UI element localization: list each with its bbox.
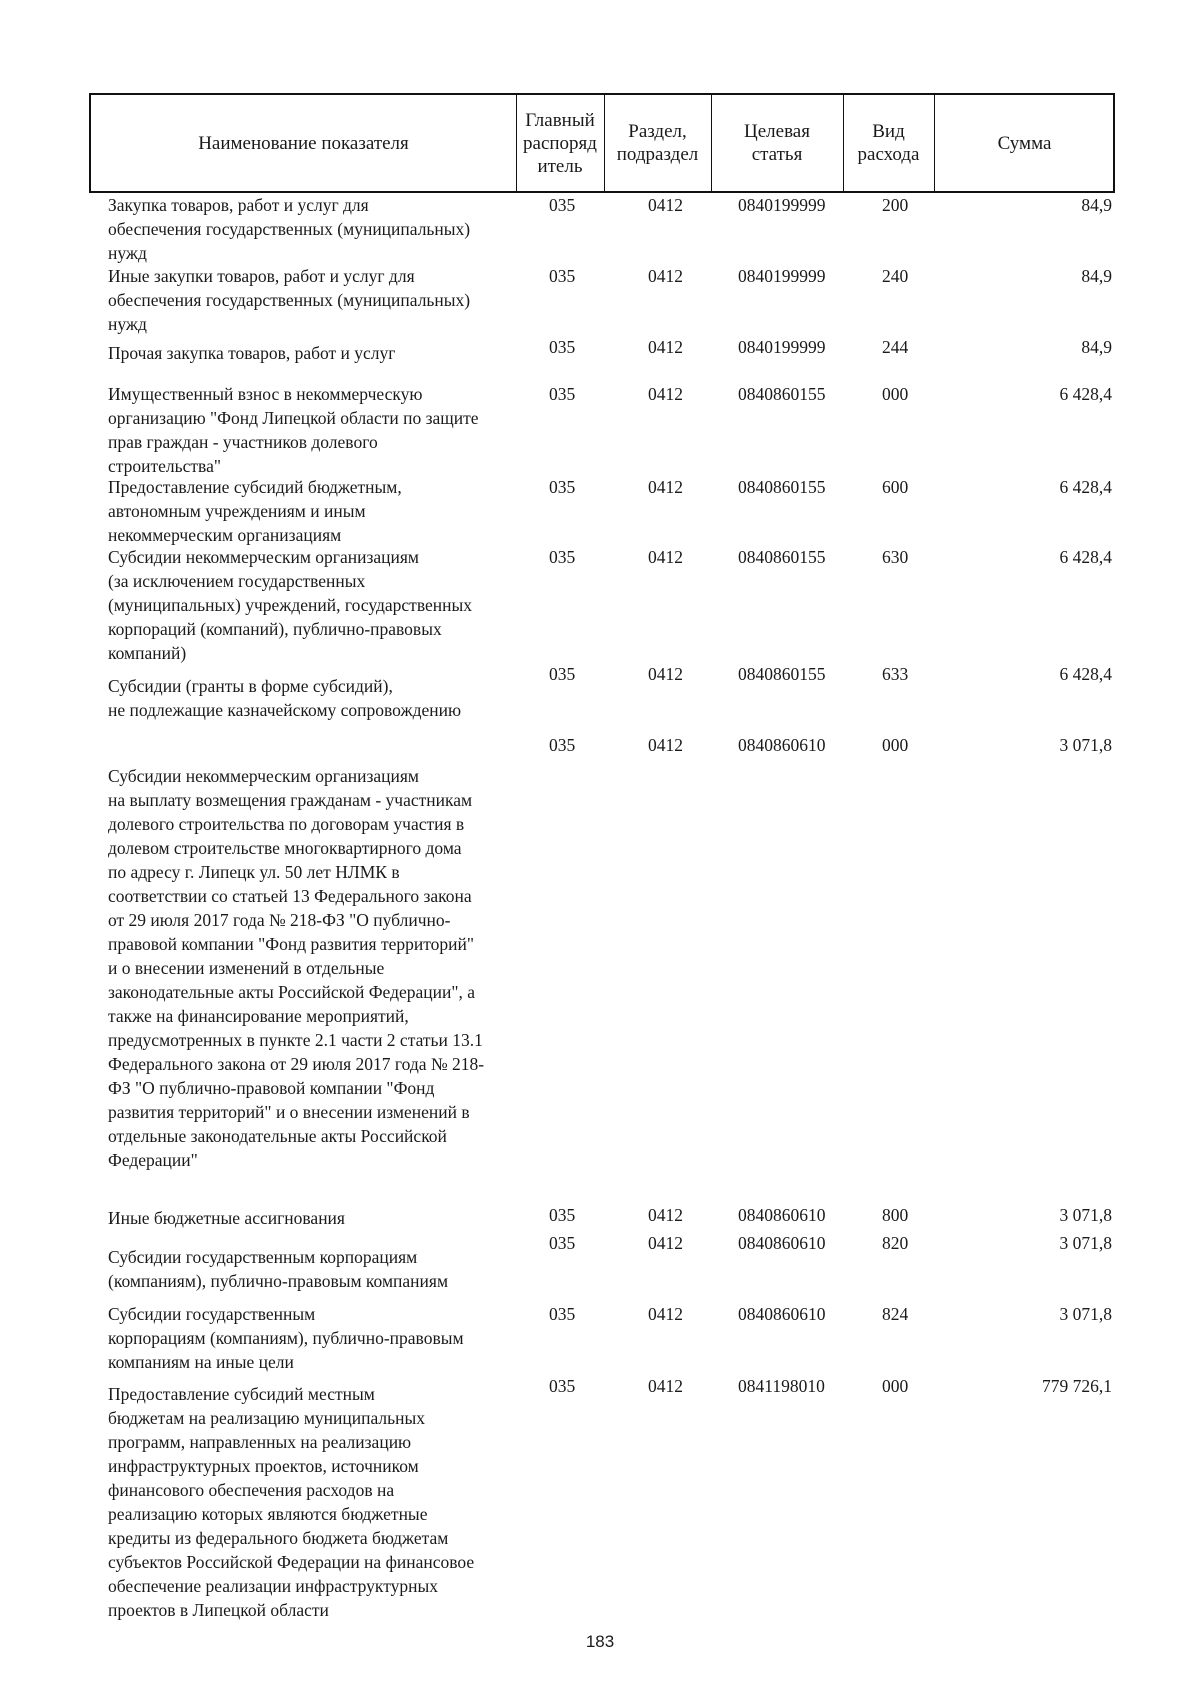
row-razd: 0412 [648, 1233, 683, 1253]
row-vid: 240 [882, 266, 909, 286]
row-vid: 244 [882, 337, 909, 357]
row-glav: 035 [549, 195, 576, 215]
row-sum: 3 071,8 [1059, 1304, 1112, 1324]
row-glav: 035 [549, 1304, 576, 1324]
row-sum: 84,9 [1081, 337, 1112, 357]
row-name: Прочая закупка товаров, работ и услуг [108, 343, 396, 363]
row-glav: 035 [549, 337, 576, 357]
header-name: Наименование показателя [198, 132, 409, 154]
row-vid: 000 [882, 735, 909, 755]
row-name: Субсидии некоммерческим организациям (за исключением государственных (муниципальных) учреждений, государственных корпораций (компаний), публично-правовых компаний) [108, 547, 472, 663]
page-number: 183 [585, 1632, 615, 1651]
row-razd: 0412 [648, 337, 683, 357]
row-cel: 0841198010 [738, 1376, 825, 1396]
row-vid: 633 [882, 664, 909, 684]
row-glav: 035 [549, 664, 576, 684]
row-sum: 6 428,4 [1059, 664, 1112, 684]
row-vid: 000 [882, 384, 909, 404]
row-vid: 824 [882, 1304, 909, 1324]
row-cel: 0840860155 [738, 664, 826, 684]
row-vid: 200 [882, 195, 909, 215]
row-cel: 0840860610 [738, 1205, 826, 1225]
row-glav: 035 [549, 1205, 576, 1225]
row-name: Иные закупки товаров, работ и услуг для обеспечения государственных (муниципальных) нужд [108, 266, 471, 334]
row-vid: 820 [882, 1233, 909, 1253]
row-glav: 035 [549, 547, 576, 567]
row-razd: 0412 [648, 735, 683, 755]
row-glav: 035 [549, 1376, 576, 1396]
row-name: Закупка товаров, работ и услуг для обеспечения государственных (муниципальных) нужд [108, 195, 471, 263]
row-sum: 84,9 [1081, 266, 1112, 286]
row-sum: 6 428,4 [1059, 547, 1112, 567]
row-name: Предоставление субсидий бюджетным, автономным учреждениям и иным некоммерческим организациям [108, 477, 402, 545]
row-glav: 035 [549, 1233, 576, 1253]
row-name: Предоставление субсидий местным бюджетам на реализацию муниципальных программ, направленных на реализацию инфраструктурных проектов, источником финансового обеспечения расходов на реализацию которых являются бюджетные кредиты из федерального бюджета бюджетам субъектов Российской Федерации на финансовое обеспечение реализации инфраструктурных проектов в Липецкой области [108, 1384, 475, 1620]
row-razd: 0412 [648, 547, 683, 567]
row-vid: 000 [882, 1376, 909, 1396]
row-glav: 035 [549, 266, 576, 286]
row-sum: 3 071,8 [1059, 1233, 1112, 1253]
row-sum: 84,9 [1081, 195, 1112, 215]
row-cel: 0840860610 [738, 735, 826, 755]
row-cel: 0840860155 [738, 477, 826, 497]
row-vid: 630 [882, 547, 909, 567]
row-name: Имущественный взнос в некоммерческую организацию "Фонд Липецкой области по защите прав граждан - участников долевого строительства" [108, 384, 479, 476]
row-name: Субсидии некоммерческим организациям на выплату возмещения гражданам - участникам долевого строительства по договорам участия в долевом строительстве многоквартирного дома по адресу г. Липецк ул. 50 лет НЛМК в соответствии со статьей 13 Федерального закона от 29 июля 2017 года № 218-ФЗ "О публично- правовой компании "Фонд развития территорий" и о внесении изменений в отдельные законодательные акты Российской Федерации", а также на финансирование мероприятий, предусмотренных в пункте 2.1 части 2 статьи 13.1 Федерального закона от 29 июля 2017 года № 218- ФЗ "О публично-правовой компании "Фонд развития территорий" и о внесении изменений в отдельные законодательные акты Российской Федерации" [108, 766, 485, 1170]
row-cel: 0840860610 [738, 1304, 826, 1324]
row-sum: 3 071,8 [1059, 735, 1112, 755]
row-vid: 800 [882, 1205, 909, 1225]
row-sum: 6 428,4 [1059, 384, 1112, 404]
row-name: Субсидии государственным корпорациям (компаниям), публично-правовым компаниям [108, 1247, 449, 1291]
row-name: Иные бюджетные ассигнования [108, 1208, 345, 1228]
row-glav: 035 [549, 477, 576, 497]
row-sum: 779 726,1 [1042, 1376, 1112, 1396]
row-name: Субсидии (гранты в форме субсидий), не подлежащие казначейскому сопровождению [108, 676, 462, 720]
header-cel: Целевая статья [744, 121, 810, 165]
header-glav: Главный распоряд итель [523, 109, 597, 177]
row-cel: 0840860155 [738, 384, 826, 404]
header-sum: Сумма [997, 132, 1052, 154]
header-razd: Раздел, подраздел [616, 121, 699, 165]
row-razd: 0412 [648, 477, 683, 497]
row-razd: 0412 [648, 1205, 683, 1225]
row-sum: 6 428,4 [1059, 477, 1112, 497]
row-cel: 0840860155 [738, 547, 826, 567]
row-razd: 0412 [648, 1304, 683, 1324]
row-vid: 600 [882, 477, 909, 497]
table-header [89, 93, 1115, 193]
row-cel: 0840199999 [738, 195, 826, 215]
header-vid: Вид расхода [857, 121, 920, 165]
row-cel: 0840199999 [738, 266, 826, 286]
row-cel: 0840199999 [738, 337, 826, 357]
row-razd: 0412 [648, 195, 683, 215]
row-sum: 3 071,8 [1059, 1205, 1112, 1225]
row-glav: 035 [549, 735, 576, 755]
row-razd: 0412 [648, 1376, 683, 1396]
row-razd: 0412 [648, 664, 683, 684]
row-razd: 0412 [648, 266, 683, 286]
row-cel: 0840860610 [738, 1233, 826, 1253]
row-name: Субсидии государственным корпорациям (компаниям), публично-правовым компаниям на иные цели [108, 1304, 464, 1372]
row-glav: 035 [549, 384, 576, 404]
row-razd: 0412 [648, 384, 683, 404]
